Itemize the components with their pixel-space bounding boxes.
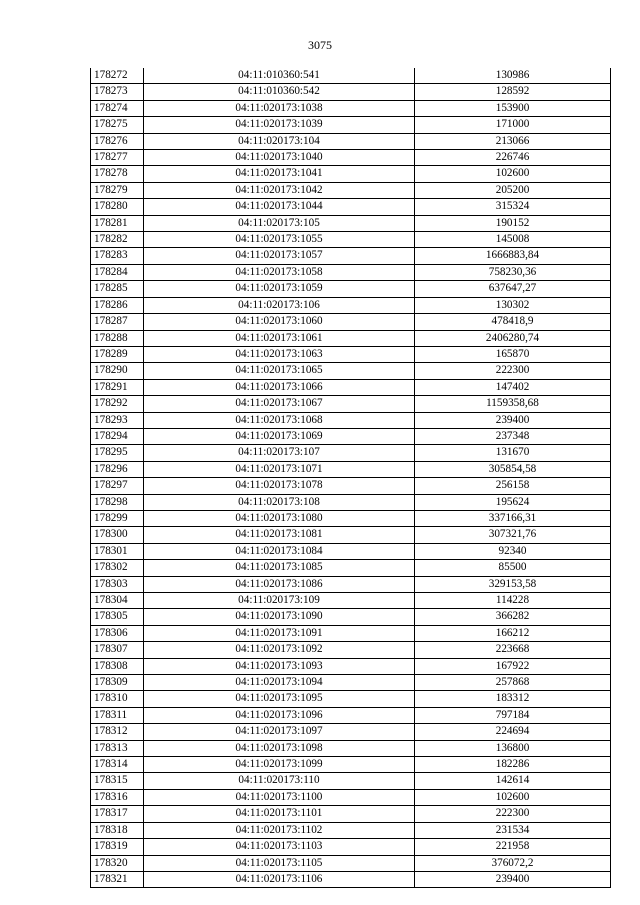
value-cell: 222300 (415, 363, 611, 379)
cadastral-number-cell: 04:11:020173:1099 (144, 757, 415, 773)
value-cell: 223668 (415, 642, 611, 658)
table-row (91, 855, 611, 871)
cadastral-number-cell: 04:11:020173:1102 (144, 822, 415, 838)
row-number-cell: 178310 (91, 691, 144, 707)
table-row (91, 133, 611, 149)
cadastral-number-cell: 04:11:020173:110 (144, 773, 415, 789)
row-number-cell: 178300 (91, 527, 144, 543)
row-number-cell: 178293 (91, 412, 144, 428)
table-row (91, 560, 611, 576)
row-number-cell: 178309 (91, 675, 144, 691)
row-number-cell: 178289 (91, 346, 144, 362)
value-cell: 102600 (415, 789, 611, 805)
row-number-cell: 178305 (91, 609, 144, 625)
cadastral-number-cell: 04:11:010360:541 (144, 68, 415, 84)
value-cell: 147402 (415, 379, 611, 395)
value-cell: 171000 (415, 117, 611, 133)
cadastral-number-cell: 04:11:020173:1090 (144, 609, 415, 625)
cadastral-number-cell: 04:11:020173:1071 (144, 461, 415, 477)
cadastral-number-cell: 04:11:020173:1069 (144, 428, 415, 444)
value-cell: 337166,31 (415, 510, 611, 526)
cadastral-number-cell: 04:11:020173:1060 (144, 314, 415, 330)
cadastral-number-cell: 04:11:020173:1044 (144, 199, 415, 215)
table-row (91, 330, 611, 346)
row-number-cell: 178304 (91, 593, 144, 609)
table-row (91, 346, 611, 362)
value-cell: 130302 (415, 297, 611, 313)
value-cell: 224694 (415, 724, 611, 740)
table-row (91, 576, 611, 592)
table-row (91, 314, 611, 330)
row-number-cell: 178280 (91, 199, 144, 215)
value-cell: 128592 (415, 84, 611, 100)
cadastral-number-cell: 04:11:020173:105 (144, 215, 415, 231)
row-number-cell: 178302 (91, 560, 144, 576)
cadastral-number-cell: 04:11:020173:1086 (144, 576, 415, 592)
cadastral-number-cell: 04:11:020173:106 (144, 297, 415, 313)
table-row (91, 478, 611, 494)
row-number-cell: 178299 (91, 510, 144, 526)
row-number-cell: 178282 (91, 232, 144, 248)
cadastral-number-cell: 04:11:020173:1085 (144, 560, 415, 576)
table-row (91, 248, 611, 264)
value-cell: 376072,2 (415, 855, 611, 871)
value-cell: 758230,36 (415, 264, 611, 280)
table-row (91, 199, 611, 215)
value-cell: 183312 (415, 691, 611, 707)
table-row (91, 658, 611, 674)
cadastral-number-cell: 04:11:020173:1041 (144, 166, 415, 182)
value-cell: 256158 (415, 478, 611, 494)
value-cell: 195624 (415, 494, 611, 510)
cadastral-number-cell: 04:11:020173:1094 (144, 675, 415, 691)
cadastral-number-cell: 04:11:020173:1080 (144, 510, 415, 526)
cadastral-number-cell: 04:11:020173:1105 (144, 855, 415, 871)
cadastral-number-cell: 04:11:020173:1098 (144, 740, 415, 756)
row-number-cell: 178290 (91, 363, 144, 379)
row-number-cell: 178315 (91, 773, 144, 789)
value-cell: 131670 (415, 445, 611, 461)
cadastral-number-cell: 04:11:020173:1059 (144, 281, 415, 297)
cadastral-number-cell: 04:11:020173:1101 (144, 806, 415, 822)
value-cell: 307321,76 (415, 527, 611, 543)
value-cell: 222300 (415, 806, 611, 822)
table-row (91, 757, 611, 773)
value-cell: 315324 (415, 199, 611, 215)
cadastral-number-cell: 04:11:020173:104 (144, 133, 415, 149)
cadastral-number-cell: 04:11:020173:1057 (144, 248, 415, 264)
value-cell: 637647,27 (415, 281, 611, 297)
table-row (91, 215, 611, 231)
row-number-cell: 178279 (91, 182, 144, 198)
table-row (91, 363, 611, 379)
value-cell: 130986 (415, 68, 611, 84)
table-row (91, 84, 611, 100)
value-cell: 2406280,74 (415, 330, 611, 346)
value-cell: 231534 (415, 822, 611, 838)
value-cell: 205200 (415, 182, 611, 198)
table-row (91, 166, 611, 182)
cadastral-number-cell: 04:11:020173:1042 (144, 182, 415, 198)
value-cell: 167922 (415, 658, 611, 674)
row-number-cell: 178277 (91, 150, 144, 166)
cadastral-number-cell: 04:11:020173:1103 (144, 839, 415, 855)
table-row (91, 740, 611, 756)
cadastral-number-cell: 04:11:020173:107 (144, 445, 415, 461)
value-cell: 237348 (415, 428, 611, 444)
cadastral-number-cell: 04:11:020173:1078 (144, 478, 415, 494)
value-cell: 239400 (415, 412, 611, 428)
table-row (91, 494, 611, 510)
cadastral-number-cell: 04:11:020173:109 (144, 593, 415, 609)
cadastral-value-table (90, 68, 611, 888)
table-row (91, 724, 611, 740)
value-cell: 1159358,68 (415, 396, 611, 412)
value-cell: 213066 (415, 133, 611, 149)
cadastral-number-cell: 04:11:020173:1095 (144, 691, 415, 707)
value-cell: 305854,58 (415, 461, 611, 477)
table-row (91, 806, 611, 822)
value-cell: 85500 (415, 560, 611, 576)
row-number-cell: 178320 (91, 855, 144, 871)
row-number-cell: 178312 (91, 724, 144, 740)
table-row (91, 412, 611, 428)
row-number-cell: 178298 (91, 494, 144, 510)
value-cell: 182286 (415, 757, 611, 773)
value-cell: 145008 (415, 232, 611, 248)
table-row (91, 379, 611, 395)
table-row (91, 642, 611, 658)
row-number-cell: 178311 (91, 707, 144, 723)
table-row (91, 117, 611, 133)
row-number-cell: 178281 (91, 215, 144, 231)
value-cell: 92340 (415, 543, 611, 559)
cadastral-number-cell: 04:11:020173:1096 (144, 707, 415, 723)
value-cell: 329153,58 (415, 576, 611, 592)
row-number-cell: 178292 (91, 396, 144, 412)
value-cell: 165870 (415, 346, 611, 362)
table-row (91, 281, 611, 297)
row-number-cell: 178316 (91, 789, 144, 805)
table-body (91, 68, 611, 888)
table-row (91, 428, 611, 444)
row-number-cell: 178287 (91, 314, 144, 330)
table-row (91, 297, 611, 313)
cadastral-number-cell: 04:11:020173:1106 (144, 871, 415, 887)
row-number-cell: 178276 (91, 133, 144, 149)
cadastral-number-cell: 04:11:020173:1084 (144, 543, 415, 559)
cadastral-number-cell: 04:11:020173:1058 (144, 264, 415, 280)
row-number-cell: 178317 (91, 806, 144, 822)
row-number-cell: 178273 (91, 84, 144, 100)
table-row (91, 396, 611, 412)
cadastral-number-cell: 04:11:020173:1038 (144, 100, 415, 116)
table-row (91, 789, 611, 805)
table-row (91, 691, 611, 707)
value-cell: 797184 (415, 707, 611, 723)
value-cell: 153900 (415, 100, 611, 116)
row-number-cell: 178284 (91, 264, 144, 280)
row-number-cell: 178286 (91, 297, 144, 313)
row-number-cell: 178303 (91, 576, 144, 592)
table-row (91, 625, 611, 641)
table-row (91, 232, 611, 248)
row-number-cell: 178278 (91, 166, 144, 182)
value-cell: 142614 (415, 773, 611, 789)
page-number: 3075 (308, 38, 332, 52)
row-number-cell: 178288 (91, 330, 144, 346)
row-number-cell: 178313 (91, 740, 144, 756)
row-number-cell: 178314 (91, 757, 144, 773)
table-row (91, 839, 611, 855)
row-number-cell: 178294 (91, 428, 144, 444)
cadastral-number-cell: 04:11:020173:1081 (144, 527, 415, 543)
cadastral-number-cell: 04:11:020173:1091 (144, 625, 415, 641)
value-cell: 102600 (415, 166, 611, 182)
value-cell: 221958 (415, 839, 611, 855)
cadastral-number-cell: 04:11:020173:1093 (144, 658, 415, 674)
value-cell: 478418,9 (415, 314, 611, 330)
row-number-cell: 178272 (91, 68, 144, 84)
table-row (91, 871, 611, 887)
table-row (91, 609, 611, 625)
cadastral-number-cell: 04:11:020173:1065 (144, 363, 415, 379)
table-row (91, 675, 611, 691)
row-number-cell: 178306 (91, 625, 144, 641)
cadastral-number-cell: 04:11:010360:542 (144, 84, 415, 100)
cadastral-number-cell: 04:11:020173:1066 (144, 379, 415, 395)
cadastral-number-cell: 04:11:020173:1039 (144, 117, 415, 133)
cadastral-number-cell: 04:11:020173:1067 (144, 396, 415, 412)
table-row (91, 527, 611, 543)
row-number-cell: 178275 (91, 117, 144, 133)
row-number-cell: 178291 (91, 379, 144, 395)
row-number-cell: 178283 (91, 248, 144, 264)
cadastral-number-cell: 04:11:020173:1040 (144, 150, 415, 166)
row-number-cell: 178307 (91, 642, 144, 658)
value-cell: 190152 (415, 215, 611, 231)
table-row (91, 182, 611, 198)
table-row (91, 461, 611, 477)
row-number-cell: 178308 (91, 658, 144, 674)
value-cell: 257868 (415, 675, 611, 691)
value-cell: 166212 (415, 625, 611, 641)
row-number-cell: 178274 (91, 100, 144, 116)
row-number-cell: 178297 (91, 478, 144, 494)
row-number-cell: 178321 (91, 871, 144, 887)
cadastral-number-cell: 04:11:020173:1055 (144, 232, 415, 248)
row-number-cell: 178285 (91, 281, 144, 297)
table-row (91, 100, 611, 116)
value-cell: 136800 (415, 740, 611, 756)
table-row (91, 593, 611, 609)
table-row (91, 773, 611, 789)
table-row (91, 510, 611, 526)
value-cell: 226746 (415, 150, 611, 166)
row-number-cell: 178318 (91, 822, 144, 838)
row-number-cell: 178301 (91, 543, 144, 559)
cadastral-number-cell: 04:11:020173:1063 (144, 346, 415, 362)
cadastral-number-cell: 04:11:020173:108 (144, 494, 415, 510)
value-cell: 114228 (415, 593, 611, 609)
row-number-cell: 178296 (91, 461, 144, 477)
table-row (91, 707, 611, 723)
row-number-cell: 178295 (91, 445, 144, 461)
table-row (91, 264, 611, 280)
table-row (91, 445, 611, 461)
value-cell: 239400 (415, 871, 611, 887)
row-number-cell: 178319 (91, 839, 144, 855)
value-cell: 366282 (415, 609, 611, 625)
cadastral-number-cell: 04:11:020173:1092 (144, 642, 415, 658)
table-row (91, 68, 611, 84)
cadastral-number-cell: 04:11:020173:1068 (144, 412, 415, 428)
value-cell: 1666883,84 (415, 248, 611, 264)
table-row (91, 543, 611, 559)
cadastral-number-cell: 04:11:020173:1061 (144, 330, 415, 346)
table-row (91, 822, 611, 838)
cadastral-number-cell: 04:11:020173:1097 (144, 724, 415, 740)
table-row (91, 150, 611, 166)
cadastral-number-cell: 04:11:020173:1100 (144, 789, 415, 805)
